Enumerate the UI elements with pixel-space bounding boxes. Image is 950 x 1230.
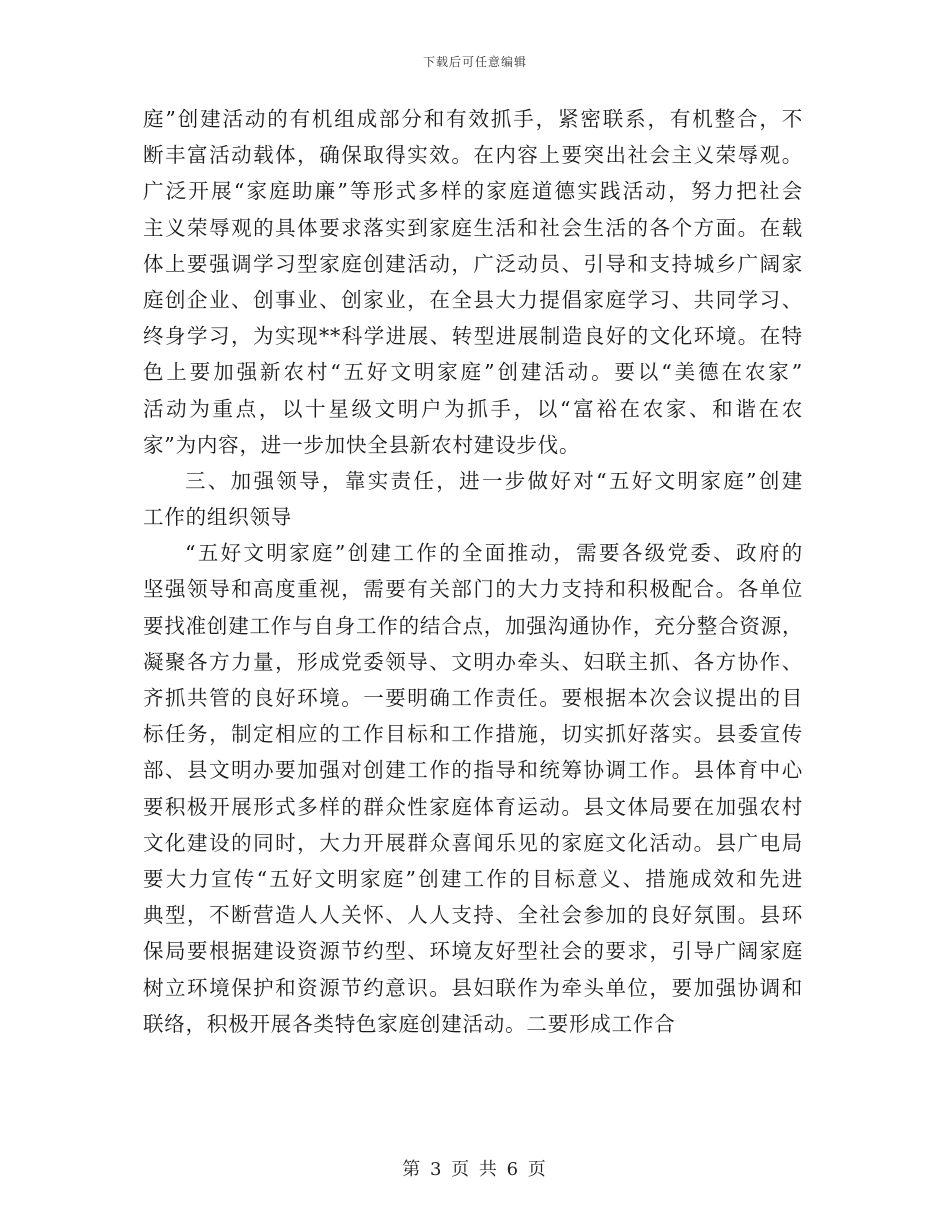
text-line: 文化建设的同时，大力开展群众喜闻乐见的家庭文化活动。县广电局 <box>143 830 803 855</box>
text-line: 色上要加强新农村“五好文明家庭”创建活动。要以“美德在农家” <box>143 360 803 385</box>
text-line: 主义荣辱观的具体要求落实到家庭生活和社会生活的各个方面。在载 <box>143 215 803 240</box>
text-line: 凝聚各方力量，形成党委领导、文明办牵头、妇联主抓、各方协作、 <box>143 649 803 674</box>
section-heading-line: 工作的组织领导 <box>143 505 293 530</box>
page-number-footer: 第 3 页 共 6 页 <box>402 1159 548 1180</box>
text-line: 断丰富活动载体，确保取得实效。在内容上要突出社会主义荣辱观。 <box>143 143 803 168</box>
text-line: 联络，积极开展各类特色家庭创建活动。二要形成工作合 <box>143 1011 676 1036</box>
text-line: 活动为重点，以十星级文明户为抓手，以“富裕在农家、和谐在农 <box>143 396 803 421</box>
text-line: 齐抓共管的良好环境。一要明确工作责任。要根据本次会议提出的目 <box>143 686 803 710</box>
text-line: “五好文明家庭”创建工作的全面推动，需要各级党委、政府的 <box>185 541 803 566</box>
text-line: 典型，不断营造人人关怀、人人支持、全社会参加的良好氛围。县环 <box>143 903 803 928</box>
text-line: 家”为内容，进一步加快全县新农村建设步伐。 <box>143 432 581 457</box>
text-line: 要积极开展形式多样的群众性家庭体育运动。县文体局要在加强农村 <box>143 794 803 819</box>
text-line: 体上要强调学习型家庭创建活动，广泛动员、引导和支持城乡广阔家 <box>143 251 803 276</box>
text-line: 标任务，制定相应的工作目标和工作措施，切实抓好落实。县委宣传 <box>143 722 803 747</box>
text-line: 部、县文明办要加强对创建工作的指导和统筹协调工作。县体育中心 <box>143 758 803 783</box>
text-line: 庭创企业、创事业、创家业，在全县大力提倡家庭学习、共同学习、 <box>143 287 803 312</box>
text-line: 树立环境保护和资源节约意识。县妇联作为牵头单位，要加强协调和 <box>143 975 803 1000</box>
text-line: 终身学习，为实现**科学进展、转型进展制造良好的文化环境。在特 <box>143 324 803 349</box>
text-line: 保局要根据建设资源节约型、环境友好型社会的要求，引导广阔家庭 <box>143 939 803 964</box>
text-line: 广泛开展“家庭助廉”等形式多样的家庭道德实践活动，努力把社会 <box>143 179 803 204</box>
body-text <box>143 101 803 1042</box>
page-header: 下载后可任意编辑 <box>422 55 527 69</box>
text-line: 坚强领导和高度重视，需要有关部门的大力支持和积极配合。各单位 <box>143 577 803 602</box>
section-heading-line: 三、加强领导，靠实责任，进一步做好对“五好文明家庭”创建 <box>185 468 803 493</box>
text-line: 要找准创建工作与自身工作的结合点，加强沟通协作，充分整合资源， <box>143 613 804 638</box>
text-line: 要大力宣传“五好文明家庭”创建工作的目标意义、措施成效和先进 <box>143 866 803 891</box>
text-line: 庭”创建活动的有机组成部分和有效抓手，紧密联系，有机整合，不 <box>143 107 803 131</box>
